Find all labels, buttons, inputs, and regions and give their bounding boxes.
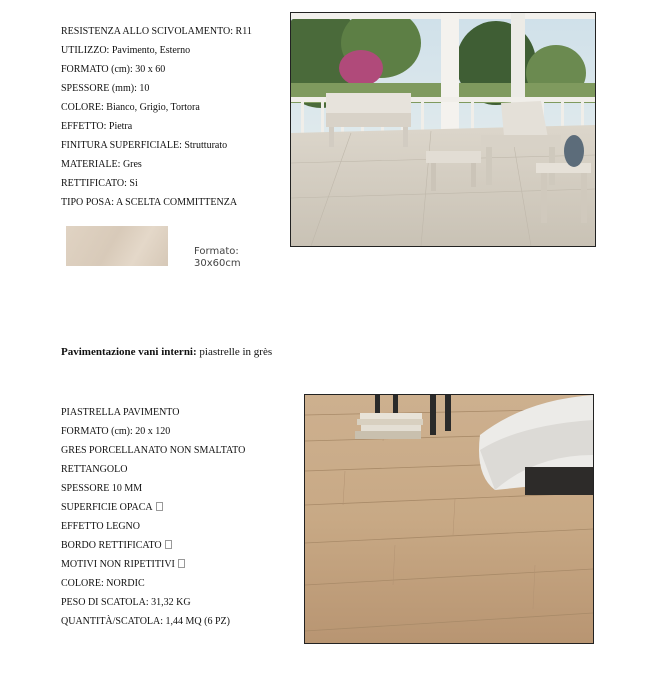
bedroom-wood-floor-photo (304, 394, 594, 644)
spec-box-quantity: QUANTITÀ/SCATOLA: 1,44 MQ (6 PZ) (61, 616, 230, 627)
spec-laying-type: TIPO POSA: A SCELTA COMMITTENZA (61, 197, 238, 208)
spec-format: FORMATO (cm): 20 x 120 (61, 426, 171, 437)
indoor-tile-specs (61, 403, 245, 631)
swatch-format-value: 30x60cm (194, 258, 241, 269)
spec-thickness: SPESSORE 10 MM (61, 483, 143, 494)
spec-color: COLORE: NORDIC (61, 578, 145, 589)
spec-color: COLORE: Bianco, Grigio, Tortora (61, 102, 200, 113)
spec-box-weight: PESO DI SCATOLA: 31,32 KG (61, 597, 191, 608)
spec-format: FORMATO (cm): 30 x 60 (61, 64, 166, 75)
spec-material: MATERIALE: Gres (61, 159, 142, 170)
outdoor-terrace-photo (290, 12, 596, 247)
swatch-format-caption (194, 246, 274, 270)
bedroom-illustration (305, 395, 593, 643)
checkbox-glyph-icon (178, 559, 185, 568)
spec-patterns: MOTIVI NON RIPETITIVI (61, 555, 245, 574)
swatch-format-label: Formato: (194, 246, 239, 257)
spec-usage: UTILIZZO: Pavimento, Esterno (61, 45, 191, 56)
spec-thickness: SPESSORE (mm): 10 (61, 83, 150, 94)
terrace-illustration (291, 13, 595, 246)
spec-effect: EFFETTO: Pietra (61, 121, 133, 132)
outdoor-tile-specs (61, 22, 252, 212)
spec-material: GRES PORCELLANATO NON SMALTATO (61, 445, 246, 456)
heading-bold: Pavimentazione vani interni: (61, 346, 197, 358)
tile-color-swatch (66, 226, 168, 266)
spec-effect: EFFETTO LEGNO (61, 521, 140, 532)
spec-floor-tile: PIASTRELLA PAVIMENTO (61, 407, 180, 418)
spec-surface: SUPERFICIE OPACA (61, 498, 245, 517)
spec-shape: RETTANGOLO (61, 464, 128, 475)
heading-text: piastrelle in grès (196, 346, 273, 358)
checkbox-glyph-icon (156, 502, 163, 511)
checkbox-glyph-icon (165, 540, 172, 549)
spec-slip-resistance: RESISTENZA ALLO SCIVOLAMENTO: R11 (61, 26, 252, 37)
spec-surface-finish: FINITURA SUPERFICIALE: Strutturato (61, 140, 228, 151)
indoor-flooring-heading (61, 346, 272, 358)
spec-rectified: RETTIFICATO: Si (61, 178, 138, 189)
spec-edge: BORDO RETTIFICATO (61, 536, 245, 555)
